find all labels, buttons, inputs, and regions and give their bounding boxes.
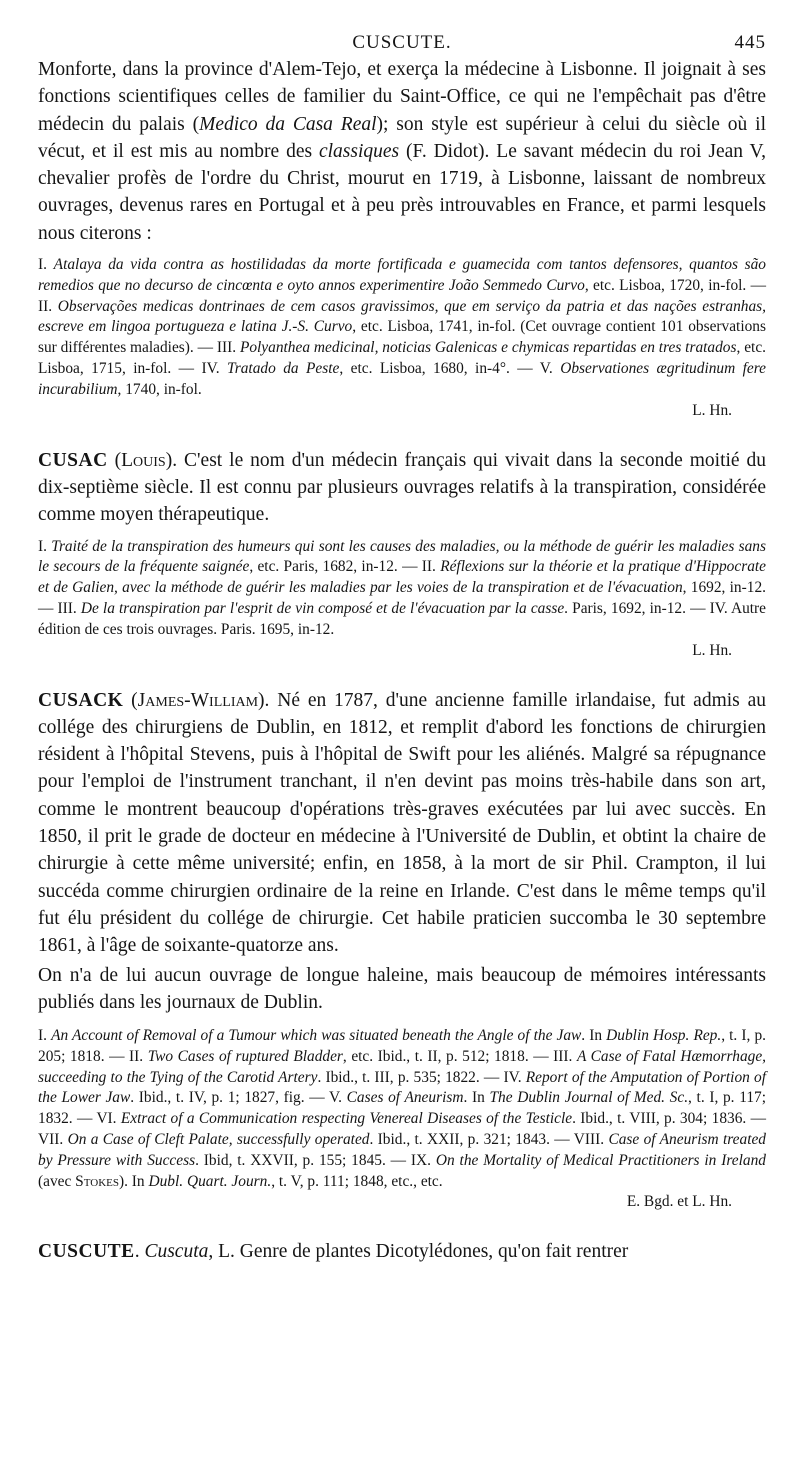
text-run: I.: [38, 537, 52, 555]
text-run: . In: [463, 1089, 490, 1107]
text-run: . In: [581, 1027, 607, 1045]
text-run: , etc. Lisboa, 1720, in-fol. — II.: [38, 276, 766, 315]
italic-run: classiques: [318, 140, 400, 162]
text-run: , etc. Lisboa, 1715, in-fol. — IV.: [38, 339, 766, 378]
running-header: [38, 28, 766, 56]
italic-run: On the Mortality of Medical Practitioners in Ireland: [435, 1151, 766, 1169]
text-run: I.: [38, 256, 54, 274]
body-paragraph: [38, 56, 766, 247]
author-signature: E. Bgd. et L. Hn.: [626, 1193, 732, 1211]
italic-run: Cases of Aneurism: [346, 1089, 464, 1107]
italic-run: Case of Aneurism treated by Pressure with Success: [38, 1131, 767, 1169]
text-run: . Ibid., t. VIII, p. 304; 1836. — VII.: [38, 1110, 766, 1149]
body-paragraph: CUSAC (Louis). C'est le nom d'un médecin français qui vivait dans la seconde moitié du dix-septième siècle. Il est connu par plusieurs ouvrages relatifs à la transpiration, considérée comme moyen thérapeutique.: [38, 449, 766, 526]
bibliography-list: [38, 1026, 766, 1192]
bibliography-list: [38, 255, 766, 401]
bibliography: [38, 537, 766, 641]
author-signature: L. Hn.: [692, 401, 732, 419]
text-run: (F. Didot). Le savant médecin du roi Jean V, chevalier profès de l'ordre du Christ, mourut en 1719, à Lisbonne, laissant de nombreux ouvrages, devenus rares en Portugal et à peu près introuvables en France, et parmi lesquels nous citerons :: [38, 140, 766, 244]
italic-run: Extract of a Communication respecting Venereal Diseases of the Testicle: [120, 1110, 573, 1128]
body-paragraph: CUSCUTE. Cuscuta, L. Genre de plantes Dicotylédones, qu'on fait rentrer: [38, 1241, 629, 1263]
italic-run: Réflexions sur la théorie et la pratique d'Hippocrate et de Galien, avec la méthode de guérir les maladies par les voies de la transpiration et de l'évacuation: [38, 558, 767, 597]
given-name: James-William: [137, 689, 259, 711]
text-run: , 1692, in-12. — III.: [38, 579, 766, 617]
smallcaps-run: Stokes: [75, 1172, 119, 1190]
italic-run: On a Case of Cleft Palate, successfully operated: [67, 1131, 370, 1149]
text-run: (avec: [38, 1172, 76, 1190]
text-run: , t. I, p. 117; 1832. — VI.: [38, 1089, 766, 1128]
italic-run: Dubl. Quart. Journ.: [148, 1172, 272, 1190]
italic-run: Dublin Hosp. Rep.: [606, 1027, 722, 1045]
bibliography-list: [38, 537, 766, 641]
italic-run: Polyanthea medicinal, noticias Galenicas e chymicas repartidas en tres tratados: [239, 339, 737, 357]
text-run: . Paris, 1692, in-12. — IV. Autre édition de ces trois ouvrages. Paris. 1695, in-12.: [38, 599, 767, 638]
text-run: , t. I, p. 205; 1818. — II.: [38, 1027, 766, 1065]
body-paragraph-2: On n'a de lui aucun ouvrage de longue haleine, mais beaucoup de mémoires intéressants publiés dans les journaux de Dublin.: [38, 964, 766, 1013]
italic-run: The Dublin Journal of Med. Sc.: [489, 1089, 689, 1107]
text-run: , etc. Lisboa, 1741, in-fol. (Cet ouvrage contient 101 observations sur différentes maladies). — III.: [38, 318, 766, 357]
text-run: . Ibid., t. IV, p. 1; 1827, fig. — V.: [130, 1089, 347, 1107]
italic-run: Medico da Casa Real: [199, 113, 377, 135]
italic-run: An Account of Removal of a Tumour which was situated beneath the Angle of the Jaw: [51, 1027, 582, 1045]
entry-body: [38, 1238, 766, 1265]
entry-text: , L. Genre de plantes Dicotylédones, qu'on fait rentrer: [208, 1241, 629, 1263]
text-run: ); son style est supérieur à celui du siècle où il vécut, et il est mis au nombre des: [38, 113, 766, 162]
bibliography: [38, 255, 766, 401]
entry-monforte: [38, 56, 766, 421]
headword: CUSACK: [38, 689, 124, 711]
entry-body: [38, 687, 766, 1017]
entry-cusack: [38, 687, 766, 1213]
italic-run: A Case of Fatal Hæmorrhage, succeeding to the Tying of the Carotid Artery: [38, 1047, 767, 1086]
text-run: , t. V, p. 111; 1848, etc., etc.: [271, 1172, 443, 1190]
entry-text: C'est le nom d'un médecin français qui vivait dans la seconde moitié du dix-septième siècle. Il est connu par plusieurs ouvrages relatifs à la transpiration, considérée comme moyen thérapeutique.: [38, 449, 766, 526]
entry-body: [38, 447, 766, 529]
given-name: Louis: [121, 449, 166, 471]
italic-run: Two Cases of ruptured Bladder: [147, 1047, 343, 1065]
italic-run: Atalaya da vida contra as hostilidadas da morte fortificada e guamecida com tantos defensores, quantos são remedios que no decurso de cincœnta e oyto annos experimentire João Semmedo Curvo: [38, 256, 766, 294]
bibliography: [38, 1026, 766, 1192]
text-run: . Ibid, t. XXVII, p. 155; 1845. — IX.: [195, 1151, 436, 1169]
italic-run: Observações medicas dontrinaes de cem casos gravissimos, que em serviço da patria et das nações estranhas, escreve em lingoa portugueza e latina J.-S. Curvo: [38, 297, 766, 336]
italic-run: Tratado da Peste: [227, 360, 340, 378]
entry-body: [38, 56, 766, 247]
page-number: 445: [734, 32, 766, 53]
text-run: I.: [38, 1027, 52, 1045]
italic-run: Traité de la transpiration des humeurs qui sont les causes des maladies, ou la méthode de guérir les maladies sans le secours de la fréquente saignée: [38, 537, 766, 576]
author-signature: L. Hn.: [692, 641, 732, 659]
headword: CUSAC: [38, 449, 108, 471]
entry-text: Né en 1787, d'une ancienne famille irlandaise, fut admis au collége des chirurgiens de Dublin, en 1812, et remplit d'abord les fonctions de chirurgien résident à l'hôpital Stevens, puis à l'hôpital de Swift pour les aliénés. Malgré sa répugnance pour l'emploi de l'instrument tranchant, il n'en devint pas moins très-habile dans son art, comme le montrent beaucoup d'opérations très-graves exécutées par lui avec succès. En 1850, il prit le grade de docteur en médecine à l'Université de Dublin, et obtint la chaire de chirurgie à cette même université; enfin, en 1858, à la mort de sir Phil. Crampton, il lui succéda comme chirurgien ordinaire de la reine en Irlande. C'est dans le même temps qu'il fut élu président du collége de chirurgie. Cet habile praticien succomba le 30 septembre 1861, à l'âge de soixante-quatorze ans.: [38, 689, 766, 957]
italic-run: De la transpiration par l'esprit de vin composé et de l'évacuation par la casse: [80, 599, 565, 617]
document-page: [38, 28, 766, 1266]
text-run: . Ibid., t. XXII, p. 321; 1843. — VIII.: [369, 1131, 609, 1149]
headword: CUSCUTE: [38, 1241, 135, 1263]
text-run: , etc. Ibid., t. II, p. 512; 1818. — III.: [342, 1047, 577, 1065]
text-run: , 1740, in-fol.: [117, 380, 202, 398]
entry-cusac: [38, 447, 766, 661]
text-run: , etc. Paris, 1682, in-12. — II.: [249, 558, 441, 576]
text-run: , etc. Lisboa, 1680, in-4°. — V.: [339, 360, 561, 378]
running-title: CUSCUTE.: [352, 32, 452, 53]
body-paragraph: CUSACK (James-William). Né en 1787, d'une ancienne famille irlandaise, fut admis au collége des chirurgiens de Dublin, en 1812, et remplit d'abord les fonctions de chirurgien résident à l'hôpital Stevens, puis à l'hôpital de Swift pour les aliénés. Malgré sa répugnance pour l'emploi de l'instrument tranchant, il n'en devint pas moins très-habile dans son art, comme le montrent beaucoup d'opérations très-graves exécutées par lui avec succès. En 1850, il prit le grade de docteur en médecine à l'Université de Dublin, et obtint la chaire de chirurgie à cette même université; enfin, en 1858, à la mort de sir Phil. Crampton, il lui succéda comme chirurgien ordinaire de la reine en Irlande. C'est dans le même temps qu'il fut élu président du collége de chirurgie. Cet habile praticien succomba le 30 septembre 1861, à l'âge de soixante-quatorze ans.: [38, 689, 766, 957]
text-run: ). In: [118, 1172, 149, 1190]
italic-run: Observationes ægritudinum fere incurabilium: [38, 360, 767, 398]
latin-name: Cuscuta: [144, 1241, 209, 1263]
text-run: Monforte, dans la province d'Alem-Tejo, et exerça la médecine à Lisbonne. Il joignait à ses fonctions scientifiques celles de familier du Saint-Office, ce qui ne l'empêchait pas d'être médecin du palais (: [38, 59, 766, 135]
italic-run: Report of the Amputation of Portion of the Lower Jaw: [38, 1068, 766, 1107]
entry-cuscute: [38, 1238, 766, 1265]
text-run: . Ibid., t. III, p. 535; 1822. — IV.: [317, 1068, 526, 1086]
